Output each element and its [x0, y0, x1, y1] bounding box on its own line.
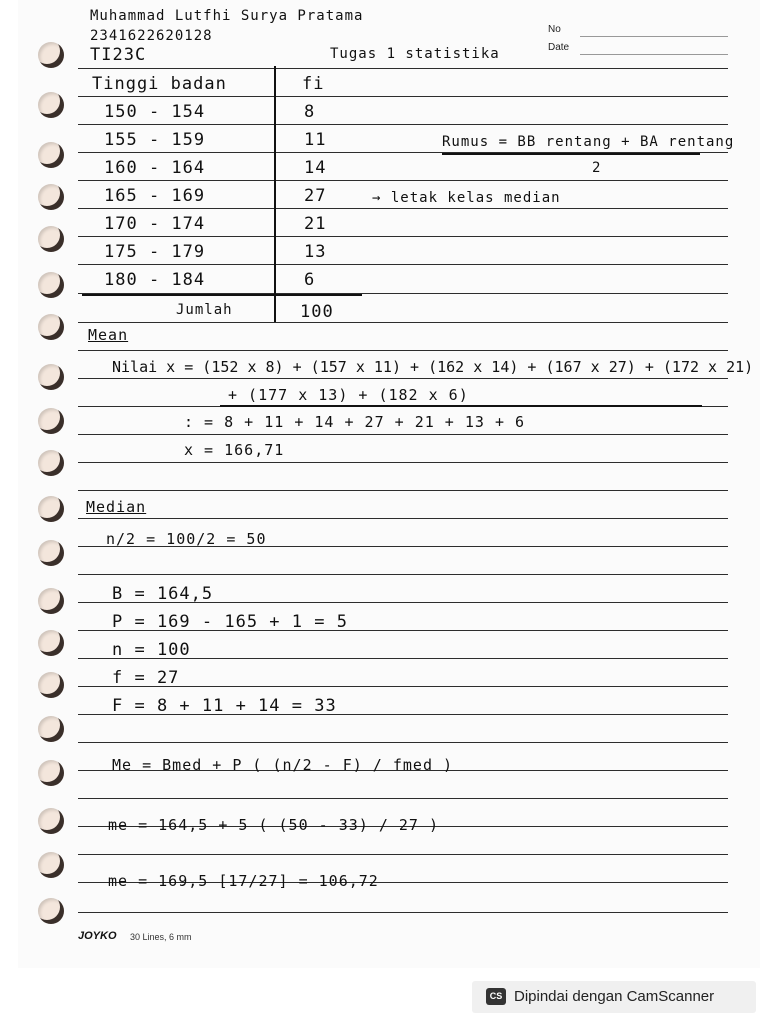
- binder-hole-icon: [38, 184, 64, 210]
- rumus-divisor: 2: [592, 160, 602, 176]
- ruled-line: [78, 124, 728, 125]
- table-row-fi: 11: [304, 130, 327, 150]
- ruled-line: [78, 378, 728, 379]
- table-row-fi: 21: [304, 214, 327, 234]
- binder-hole-icon: [38, 314, 64, 340]
- median-b: B = 164,5: [112, 584, 214, 604]
- binder-hole-icon: [38, 540, 64, 566]
- table-total-label: Jumlah: [176, 302, 233, 318]
- binder-hole-icon: [38, 672, 64, 698]
- ruled-line: [78, 462, 728, 463]
- binder-hole-icon: [38, 408, 64, 434]
- mean-result: x = 166,71: [184, 441, 285, 459]
- table-row-fi: 8: [304, 102, 316, 122]
- binder-hole-icon: [38, 496, 64, 522]
- rumus-fraction-bar: [442, 153, 700, 155]
- student-class: TI23C: [90, 45, 147, 65]
- binder-hole-icon: [38, 450, 64, 476]
- table-row-range: 180 - 184: [104, 270, 206, 290]
- mean-line-2: + (177 x 13) + (182 x 6): [228, 386, 469, 404]
- median-p: P = 169 - 165 + 1 = 5: [112, 612, 348, 632]
- paper-spec: 30 Lines, 6 mm: [130, 932, 192, 942]
- ruled-line: [78, 68, 728, 69]
- median-n-half: n/2 = 100/2 = 50: [106, 530, 267, 548]
- brand-logo: JOYKO: [78, 930, 117, 942]
- ruled-line: [78, 518, 728, 519]
- table-row-range: 165 - 169: [104, 186, 206, 206]
- table-row-fi: 27: [304, 186, 327, 206]
- table-header-height: Tinggi badan: [92, 74, 227, 94]
- binder-hole-icon: [38, 142, 64, 168]
- mean-fraction-bar: [220, 405, 702, 407]
- median-result: me = 169,5 [17/27] = 106,72: [108, 872, 379, 890]
- binder-hole-icon: [38, 852, 64, 878]
- ruled-line: [78, 912, 728, 913]
- mean-line-1: Nilai x = (152 x 8) + (157 x 11) + (162 x 14) + (167 x 27) + (172 x 21): [112, 358, 754, 376]
- table-row-fi: 13: [304, 242, 327, 262]
- binder-hole-icon: [38, 226, 64, 252]
- median-F: F = 8 + 11 + 14 = 33: [112, 696, 337, 716]
- ruled-line: [78, 180, 728, 181]
- table-row-range: 155 - 159: [104, 130, 206, 150]
- table-header-fi: fi: [302, 74, 325, 94]
- binder-hole-icon: [38, 716, 64, 742]
- student-name: Muhammad Lutfhi Surya Pratama: [90, 8, 364, 24]
- median-heading: Median: [86, 498, 147, 516]
- ruled-line: [78, 854, 728, 855]
- binder-hole-icon: [38, 760, 64, 786]
- date-line: [580, 54, 728, 55]
- date-label: Date: [548, 42, 570, 53]
- camscanner-text: Dipindai dengan CamScanner: [514, 988, 715, 1005]
- no-label: No: [548, 24, 561, 35]
- table-row-range: 175 - 179: [104, 242, 206, 262]
- median-substitution: me = 164,5 + 5 ( (50 - 33) / 27 ): [108, 816, 440, 834]
- median-formula: Me = Bmed + P ( (n/2 - F) / fmed ): [112, 756, 454, 774]
- binder-hole-icon: [38, 808, 64, 834]
- mean-heading: Mean: [88, 326, 129, 344]
- table-row-fi: 14: [304, 158, 327, 178]
- table-row-range: 170 - 174: [104, 214, 206, 234]
- binder-hole-icon: [38, 364, 64, 390]
- ruled-line: [78, 208, 728, 209]
- ruled-line: [78, 798, 728, 799]
- ruled-line: [78, 742, 728, 743]
- ruled-line: [78, 236, 728, 237]
- median-f: f = 27: [112, 668, 180, 688]
- table-row-range: 160 - 164: [104, 158, 206, 178]
- ruled-line: [78, 350, 728, 351]
- ruled-line: [78, 264, 728, 265]
- binder-hole-icon: [38, 630, 64, 656]
- table-row-fi: 6: [304, 270, 316, 290]
- table-total-line: [82, 294, 362, 296]
- ruled-line: [78, 490, 728, 491]
- median-class-note: → letak kelas median: [372, 190, 561, 206]
- mean-line-3: : = 8 + 11 + 14 + 27 + 21 + 13 + 6: [184, 413, 526, 431]
- table-divider: [274, 66, 276, 322]
- rumus-note: Rumus = BB rentang + BA rentang: [442, 134, 735, 150]
- table-row-range: 150 - 154: [104, 102, 206, 122]
- ruled-line: [78, 574, 728, 575]
- median-n: n = 100: [112, 640, 191, 660]
- ruled-line: [78, 96, 728, 97]
- ruled-line: [78, 434, 728, 435]
- binder-hole-icon: [38, 42, 64, 68]
- binder-hole-icon: [38, 272, 64, 298]
- binder-hole-icon: [38, 588, 64, 614]
- no-line: [580, 36, 728, 37]
- camscanner-icon: CS: [486, 988, 506, 1005]
- binder-hole-icon: [38, 92, 64, 118]
- student-nim: 2341622620128: [90, 28, 213, 44]
- table-total-value: 100: [300, 302, 334, 322]
- ruled-line: [78, 322, 728, 323]
- binder-hole-icon: [38, 898, 64, 924]
- assignment-title: Tugas 1 statistika: [330, 46, 500, 62]
